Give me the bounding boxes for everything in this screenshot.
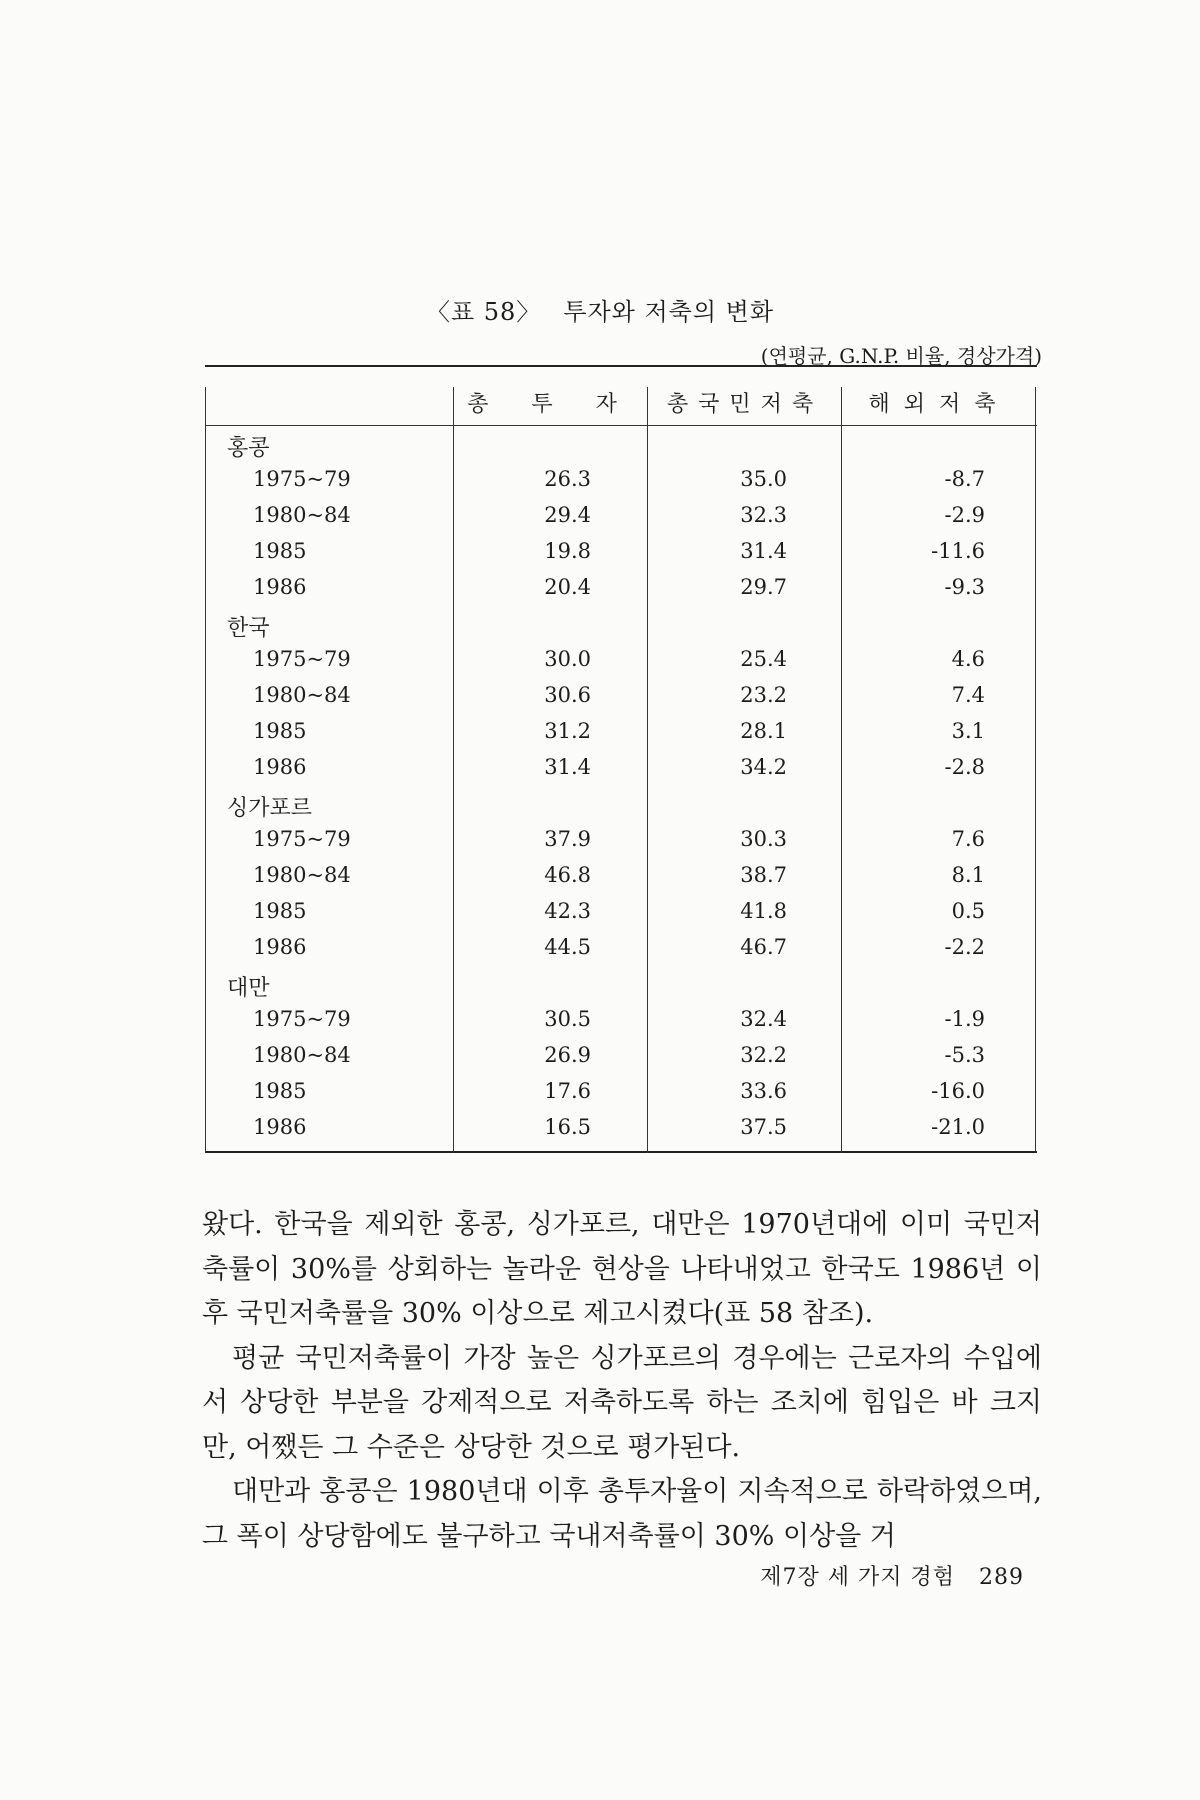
savings-cell: 41.8 — [740, 899, 787, 923]
table-row — [205, 929, 1037, 965]
foreign-cell: -1.9 — [944, 1007, 985, 1031]
table-row — [205, 821, 1037, 857]
body-text — [202, 1203, 1042, 1559]
period-cell: 1980~84 — [253, 863, 351, 887]
header-total-investment: 총 투 자 — [467, 392, 635, 417]
country-label: 한국 — [227, 616, 270, 641]
foreign-cell: 0.5 — [951, 899, 985, 923]
savings-cell: 46.7 — [740, 935, 787, 959]
savings-cell: 28.1 — [740, 719, 787, 743]
investment-cell: 31.4 — [544, 755, 591, 779]
table-row — [205, 749, 1037, 785]
data-table — [205, 365, 1037, 1153]
savings-cell: 37.5 — [740, 1115, 787, 1139]
investment-cell: 31.2 — [544, 719, 591, 743]
foreign-cell: -2.8 — [944, 755, 985, 779]
foreign-cell: 4.6 — [951, 647, 985, 671]
period-cell: 1985 — [253, 1079, 307, 1103]
savings-cell: 34.2 — [740, 755, 787, 779]
investment-cell: 30.5 — [544, 1007, 591, 1031]
foreign-cell: -21.0 — [931, 1115, 985, 1139]
savings-cell: 35.0 — [740, 467, 787, 491]
savings-cell: 32.3 — [740, 503, 787, 527]
table-row — [205, 893, 1037, 929]
investment-cell: 44.5 — [544, 935, 591, 959]
savings-cell: 38.7 — [740, 863, 787, 887]
period-cell: 1986 — [253, 1115, 307, 1139]
page-footer — [760, 1560, 1024, 1591]
period-cell: 1986 — [253, 575, 307, 599]
period-cell: 1975~79 — [253, 647, 351, 671]
savings-cell: 31.4 — [740, 539, 787, 563]
group-row — [205, 965, 1037, 1001]
table-row — [205, 857, 1037, 893]
country-label: 홍콩 — [227, 436, 270, 461]
period-cell: 1975~79 — [253, 827, 351, 851]
table-bottom-rule — [205, 1151, 1037, 1153]
foreign-cell: -11.6 — [931, 539, 985, 563]
investment-cell: 16.5 — [544, 1115, 591, 1139]
period-cell: 1985 — [253, 899, 307, 923]
paragraph: 대만과 홍콩은 1980년대 이후 총투자율이 지속적으로 하락하였으며, 그 폭이 상당함에도 불구하고 국내저축률이 30% 이상을 거 — [202, 1476, 1042, 1552]
foreign-cell: -8.7 — [944, 467, 985, 491]
investment-cell: 30.0 — [544, 647, 591, 671]
header-foreign-savings: 해외저축 — [868, 392, 1010, 417]
investment-cell: 29.4 — [544, 503, 591, 527]
investment-cell: 42.3 — [544, 899, 591, 923]
table-number: 〈표 58〉 — [425, 298, 542, 326]
foreign-cell: -16.0 — [931, 1079, 985, 1103]
table-row — [205, 641, 1037, 677]
table-body — [205, 425, 1037, 1145]
savings-cell: 32.2 — [740, 1043, 787, 1067]
table-row — [205, 677, 1037, 713]
chapter-title: 제7장 세 가지 경험 — [760, 1565, 955, 1590]
savings-cell: 25.4 — [740, 647, 787, 671]
period-cell: 1986 — [253, 755, 307, 779]
foreign-cell: 7.6 — [951, 827, 985, 851]
period-cell: 1985 — [253, 719, 307, 743]
table-row — [205, 713, 1037, 749]
savings-cell: 30.3 — [740, 827, 787, 851]
country-label: 싱가포르 — [227, 796, 313, 821]
table-title — [0, 292, 1200, 327]
savings-cell: 33.6 — [740, 1079, 787, 1103]
foreign-cell: -9.3 — [944, 575, 985, 599]
table-row — [205, 1001, 1037, 1037]
foreign-cell: 7.4 — [951, 683, 985, 707]
country-label: 대만 — [227, 976, 270, 1001]
foreign-cell: -2.2 — [944, 935, 985, 959]
group-row — [205, 785, 1037, 821]
table-row — [205, 533, 1037, 569]
table-top-rule — [205, 365, 1037, 367]
investment-cell: 30.6 — [544, 683, 591, 707]
group-row — [205, 605, 1037, 641]
table-row — [205, 497, 1037, 533]
savings-cell: 29.7 — [740, 575, 787, 599]
paragraph: 평균 국민저축률이 가장 높은 싱가포르의 경우에는 근로자의 수입에서 상당한 부분을 강제적으로 저축하도록 하는 조치에 힘입은 바 크지만, 어쨌든 그 수준은 상당한 것으로 평가된다. — [202, 1342, 1042, 1463]
table-title-text: 투자와 저축의 변화 — [563, 298, 775, 326]
period-cell: 1985 — [253, 539, 307, 563]
investment-cell: 20.4 — [544, 575, 591, 599]
page-number: 289 — [979, 1565, 1024, 1590]
table-row — [205, 1073, 1037, 1109]
investment-cell: 26.3 — [544, 467, 591, 491]
investment-cell: 26.9 — [544, 1043, 591, 1067]
period-cell: 1980~84 — [253, 503, 351, 527]
foreign-cell: -2.9 — [944, 503, 985, 527]
period-cell: 1980~84 — [253, 683, 351, 707]
period-cell: 1986 — [253, 935, 307, 959]
investment-cell: 37.9 — [544, 827, 591, 851]
paragraph: 왔다. 한국을 제외한 홍콩, 싱가포르, 대만은 1970년대에 이미 국민저축률이 30%를 상회하는 놀라운 현상을 나타내었고 한국도 1986년 이후 국민저축률을 30% 이상으로 제고시켰다(표 58 참조). — [202, 1209, 1042, 1329]
header-national-savings: 총국민저축 — [666, 392, 824, 417]
table-row — [205, 1109, 1037, 1145]
table-row — [205, 1037, 1037, 1073]
investment-cell: 19.8 — [544, 539, 591, 563]
savings-cell: 32.4 — [740, 1007, 787, 1031]
foreign-cell: -5.3 — [944, 1043, 985, 1067]
table-row — [205, 569, 1037, 605]
savings-cell: 23.2 — [740, 683, 787, 707]
investment-cell: 46.8 — [544, 863, 591, 887]
foreign-cell: 8.1 — [951, 863, 985, 887]
investment-cell: 17.6 — [544, 1079, 591, 1103]
group-row — [205, 425, 1037, 461]
period-cell: 1975~79 — [253, 467, 351, 491]
table-unit-note: (연평균, G.N.P. 비율, 경상가격) — [760, 344, 1042, 368]
foreign-cell: 3.1 — [951, 719, 985, 743]
period-cell: 1975~79 — [253, 1007, 351, 1031]
table-row — [205, 461, 1037, 497]
period-cell: 1980~84 — [253, 1043, 351, 1067]
